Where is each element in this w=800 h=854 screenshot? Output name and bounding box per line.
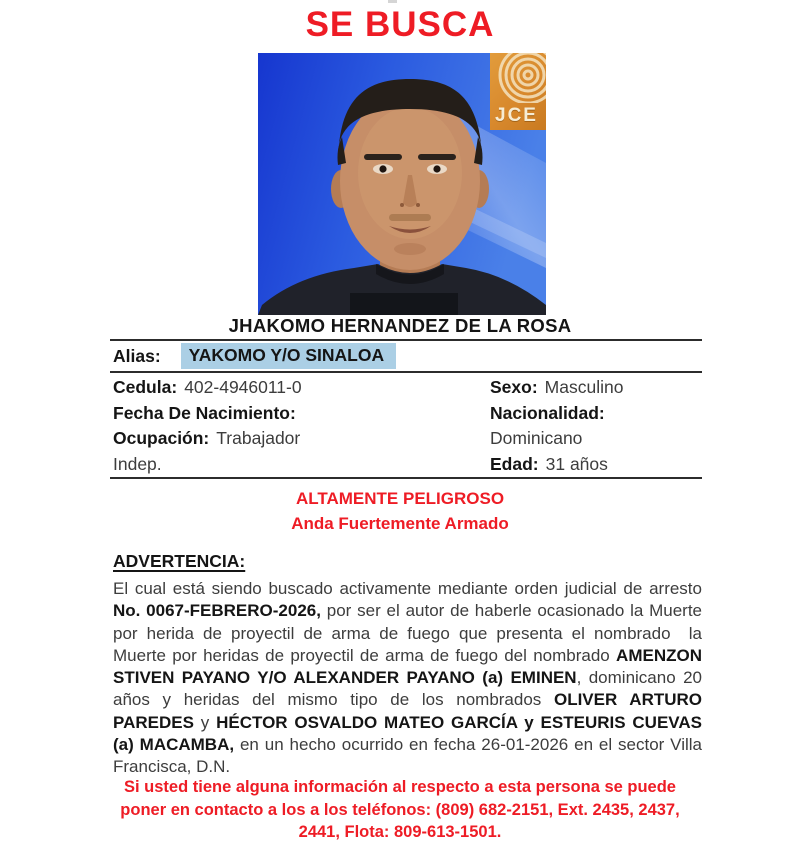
divider-line <box>110 477 702 479</box>
detail-nacionalidad: Nacionalidad: <box>490 402 605 423</box>
jce-logo-text: JCE <box>495 105 538 126</box>
detail-cedula: Cedula: 402-4946011-0 <box>113 377 302 397</box>
warning-paragraph: El cual está siendo buscado activamente mediante orden judicial de arresto No. 0067-FEBRERO-2026, por ser el autor de haberle ocasionado la Muerte por herida de proyectil de arma de fuego que presenta el nombrado la Muerte por heridas de proyectil de arma de fuego del nombrado AMENZON STIVEN PAYANO Y/O ALEXANDER PAYANO (a) EMINEN, dominicano 20 años y heridas del mismo tipo de los nombrados OLIVER ARTURO PAREDES y HÉCTOR OSVALDO MATEO GARCÍA y ESTEURIS CUEVAS (a) MACAMBA, en un hecho ocurrido en fecha 26-01-2026 en el sector Villa Francisca, D.N. <box>113 579 703 777</box>
fingerprint-icon <box>490 53 546 103</box>
alias-row <box>113 343 396 369</box>
subject-photo <box>258 53 546 315</box>
details-right-column <box>490 375 704 477</box>
danger-subheading: Anda Fuertemente Armado <box>291 514 509 533</box>
alias-value-highlighted: YAKOMO Y/O SINALOA <box>181 343 396 369</box>
divider-line <box>110 339 702 341</box>
detail-nacionalidad-wrap: Dominicano <box>490 428 583 449</box>
scan-artifact <box>388 0 397 3</box>
alias-label: Alias: <box>113 345 161 366</box>
contact-line: Si usted tiene alguna información al respecto a esta persona se puede <box>123 778 676 796</box>
detail-ocupacion-wrap: Indep. <box>113 453 162 474</box>
details-left-column <box>113 375 485 477</box>
warning-heading: ADVERTENCIA: <box>113 551 246 571</box>
danger-heading: ALTAMENTE PELIGROSO <box>295 489 505 508</box>
divider-line <box>110 371 702 373</box>
subject-name: JHAKOMO HERNANDEZ DE LA ROSA <box>228 315 572 336</box>
detail-edad: Edad: 31 años <box>490 453 608 474</box>
jce-logo <box>490 53 546 130</box>
contact-info <box>70 776 730 844</box>
contact-line: poner en contacto a los a los teléfonos: (809) 682-2151, Ext. 2435, 2437, <box>120 800 680 819</box>
poster-title: SE BUSCA <box>305 5 495 44</box>
contact-line: 2441, Flota: 809-613-1501. <box>298 823 502 841</box>
detail-sexo: Sexo: Masculino <box>490 377 624 397</box>
detail-ocupacion: Ocupación: Trabajador <box>113 428 301 449</box>
detail-fecha-nacimiento: Fecha De Nacimiento: <box>113 402 296 423</box>
